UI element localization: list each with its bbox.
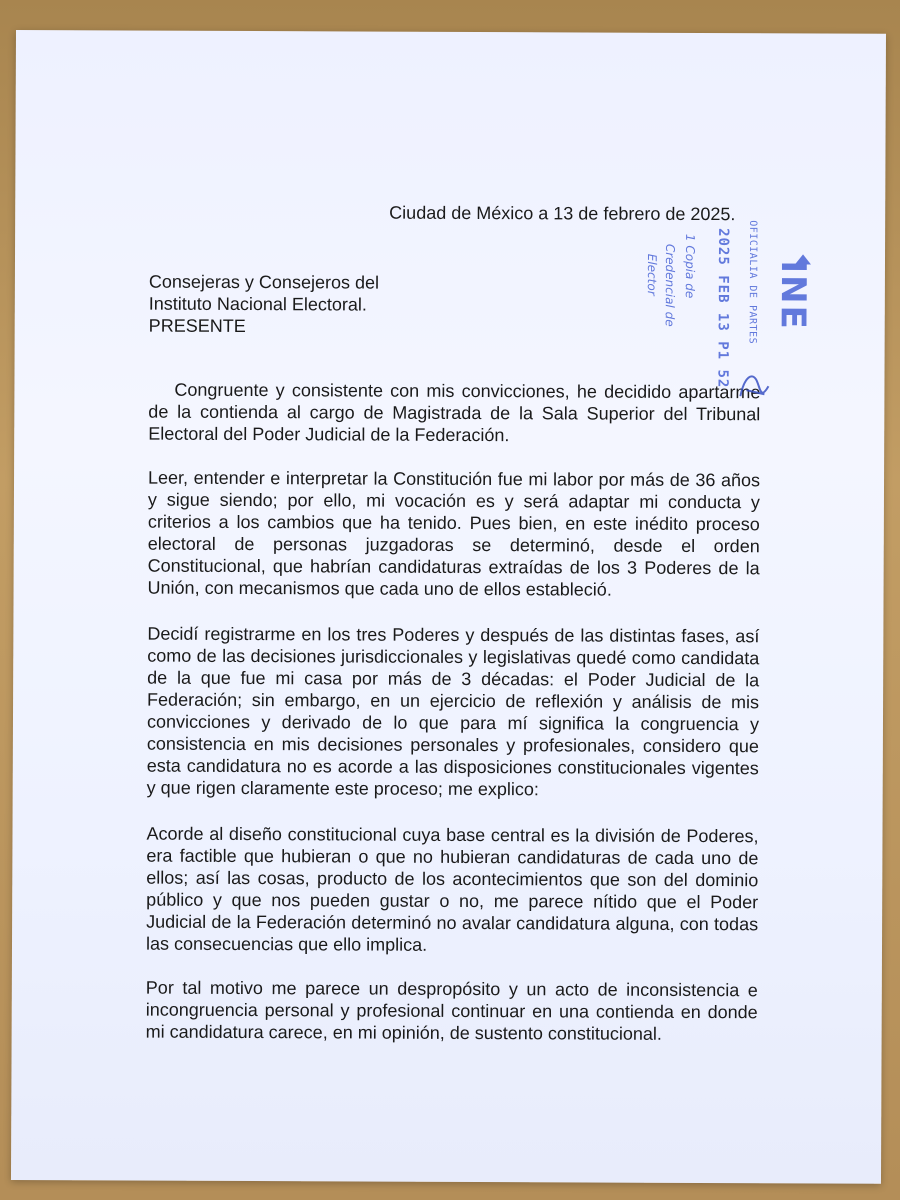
date-line: Ciudad de México a 13 de febrero de 2025. xyxy=(389,202,736,225)
recipient-line-2: Instituto Nacional Electoral. xyxy=(148,293,367,315)
paragraph-5: Por tal motivo me parece un despropósito y un acto de inconsistencia e incongruencia personal y profesional continuar en una contienda en donde mi candidatura carece, en mi opinión, de sustento constitucional. xyxy=(145,977,758,1044)
stamp-office: OFICIALIA DE PARTES xyxy=(746,220,759,345)
paragraph-4: Acorde al diseño constitucional cuya base central es la división de Poderes, era factible que hubieran o que no hubieran candidaturas de cada uno de ellos; así las cosas, producto de los acontecimientos que son del dominio público y que nos pueden gustar o no, me parece nítido que el Poder Judicial de la Federación determinó no avalar candidatura alguna, con todas las consecuencias que ello implica. xyxy=(145,823,759,955)
paragraph-1: Congruente y consistente con mis convicciones, he decidido apartarme de la contienda al cargo de Magistrada de la Sala Superior del Tribunal Electoral del Poder Judicial de la Federación. xyxy=(148,379,761,446)
paragraph-2: Leer, entender e interpretar la Constitución fue mi labor por más de 36 años y sigue siendo; por ello, mi vocación es y será adaptar mi conducta y criterios a los cambios que ha tenido. Pues bien, en este inédito proceso electoral de personas juzgadoras se determinó, desde el orden Constitucional, que habrían candidaturas extraídas de los 3 Poderes de la Unión, con mecanismos que cada uno de ellos estableció. xyxy=(147,467,761,600)
stamp-handwritten-2: Credencial de xyxy=(662,243,678,327)
paragraph-3: Decidí registrarme en los tres Poderes y después de las distintas fases, así como de las decisiones jurisdiccionales y legislativas quedé como candidata de la que fue mi casa por más de 3 décadas: el Poder Judicial de la Federación; sin embargo, en un ejercicio de reflexión y análisis de mis convicciones y derivado de lo que para mí significa la congruencia y consistencia en mis decisiones personales y profesionales, considero que esta candidatura no es acorde a las disposiciones constitucionales vigentes y que rigen claramente este proceso; me explico: xyxy=(146,623,760,800)
stamp-handwritten-3: Elector xyxy=(644,253,660,296)
stamp-received-date: 2025 FEB 13 P1 52 xyxy=(714,228,732,389)
stamp-signature-icon xyxy=(734,366,774,406)
recipient-block xyxy=(149,271,379,338)
stamp-handwritten-1: 1 Copia de xyxy=(682,233,698,299)
recipient-line-1: Consejeras y Consejeros del xyxy=(148,271,380,293)
reception-stamp xyxy=(604,218,815,399)
recipient-line-3: PRESENTE xyxy=(148,315,246,337)
letter-page xyxy=(11,30,886,1184)
stamp-logo: INE xyxy=(772,260,814,331)
